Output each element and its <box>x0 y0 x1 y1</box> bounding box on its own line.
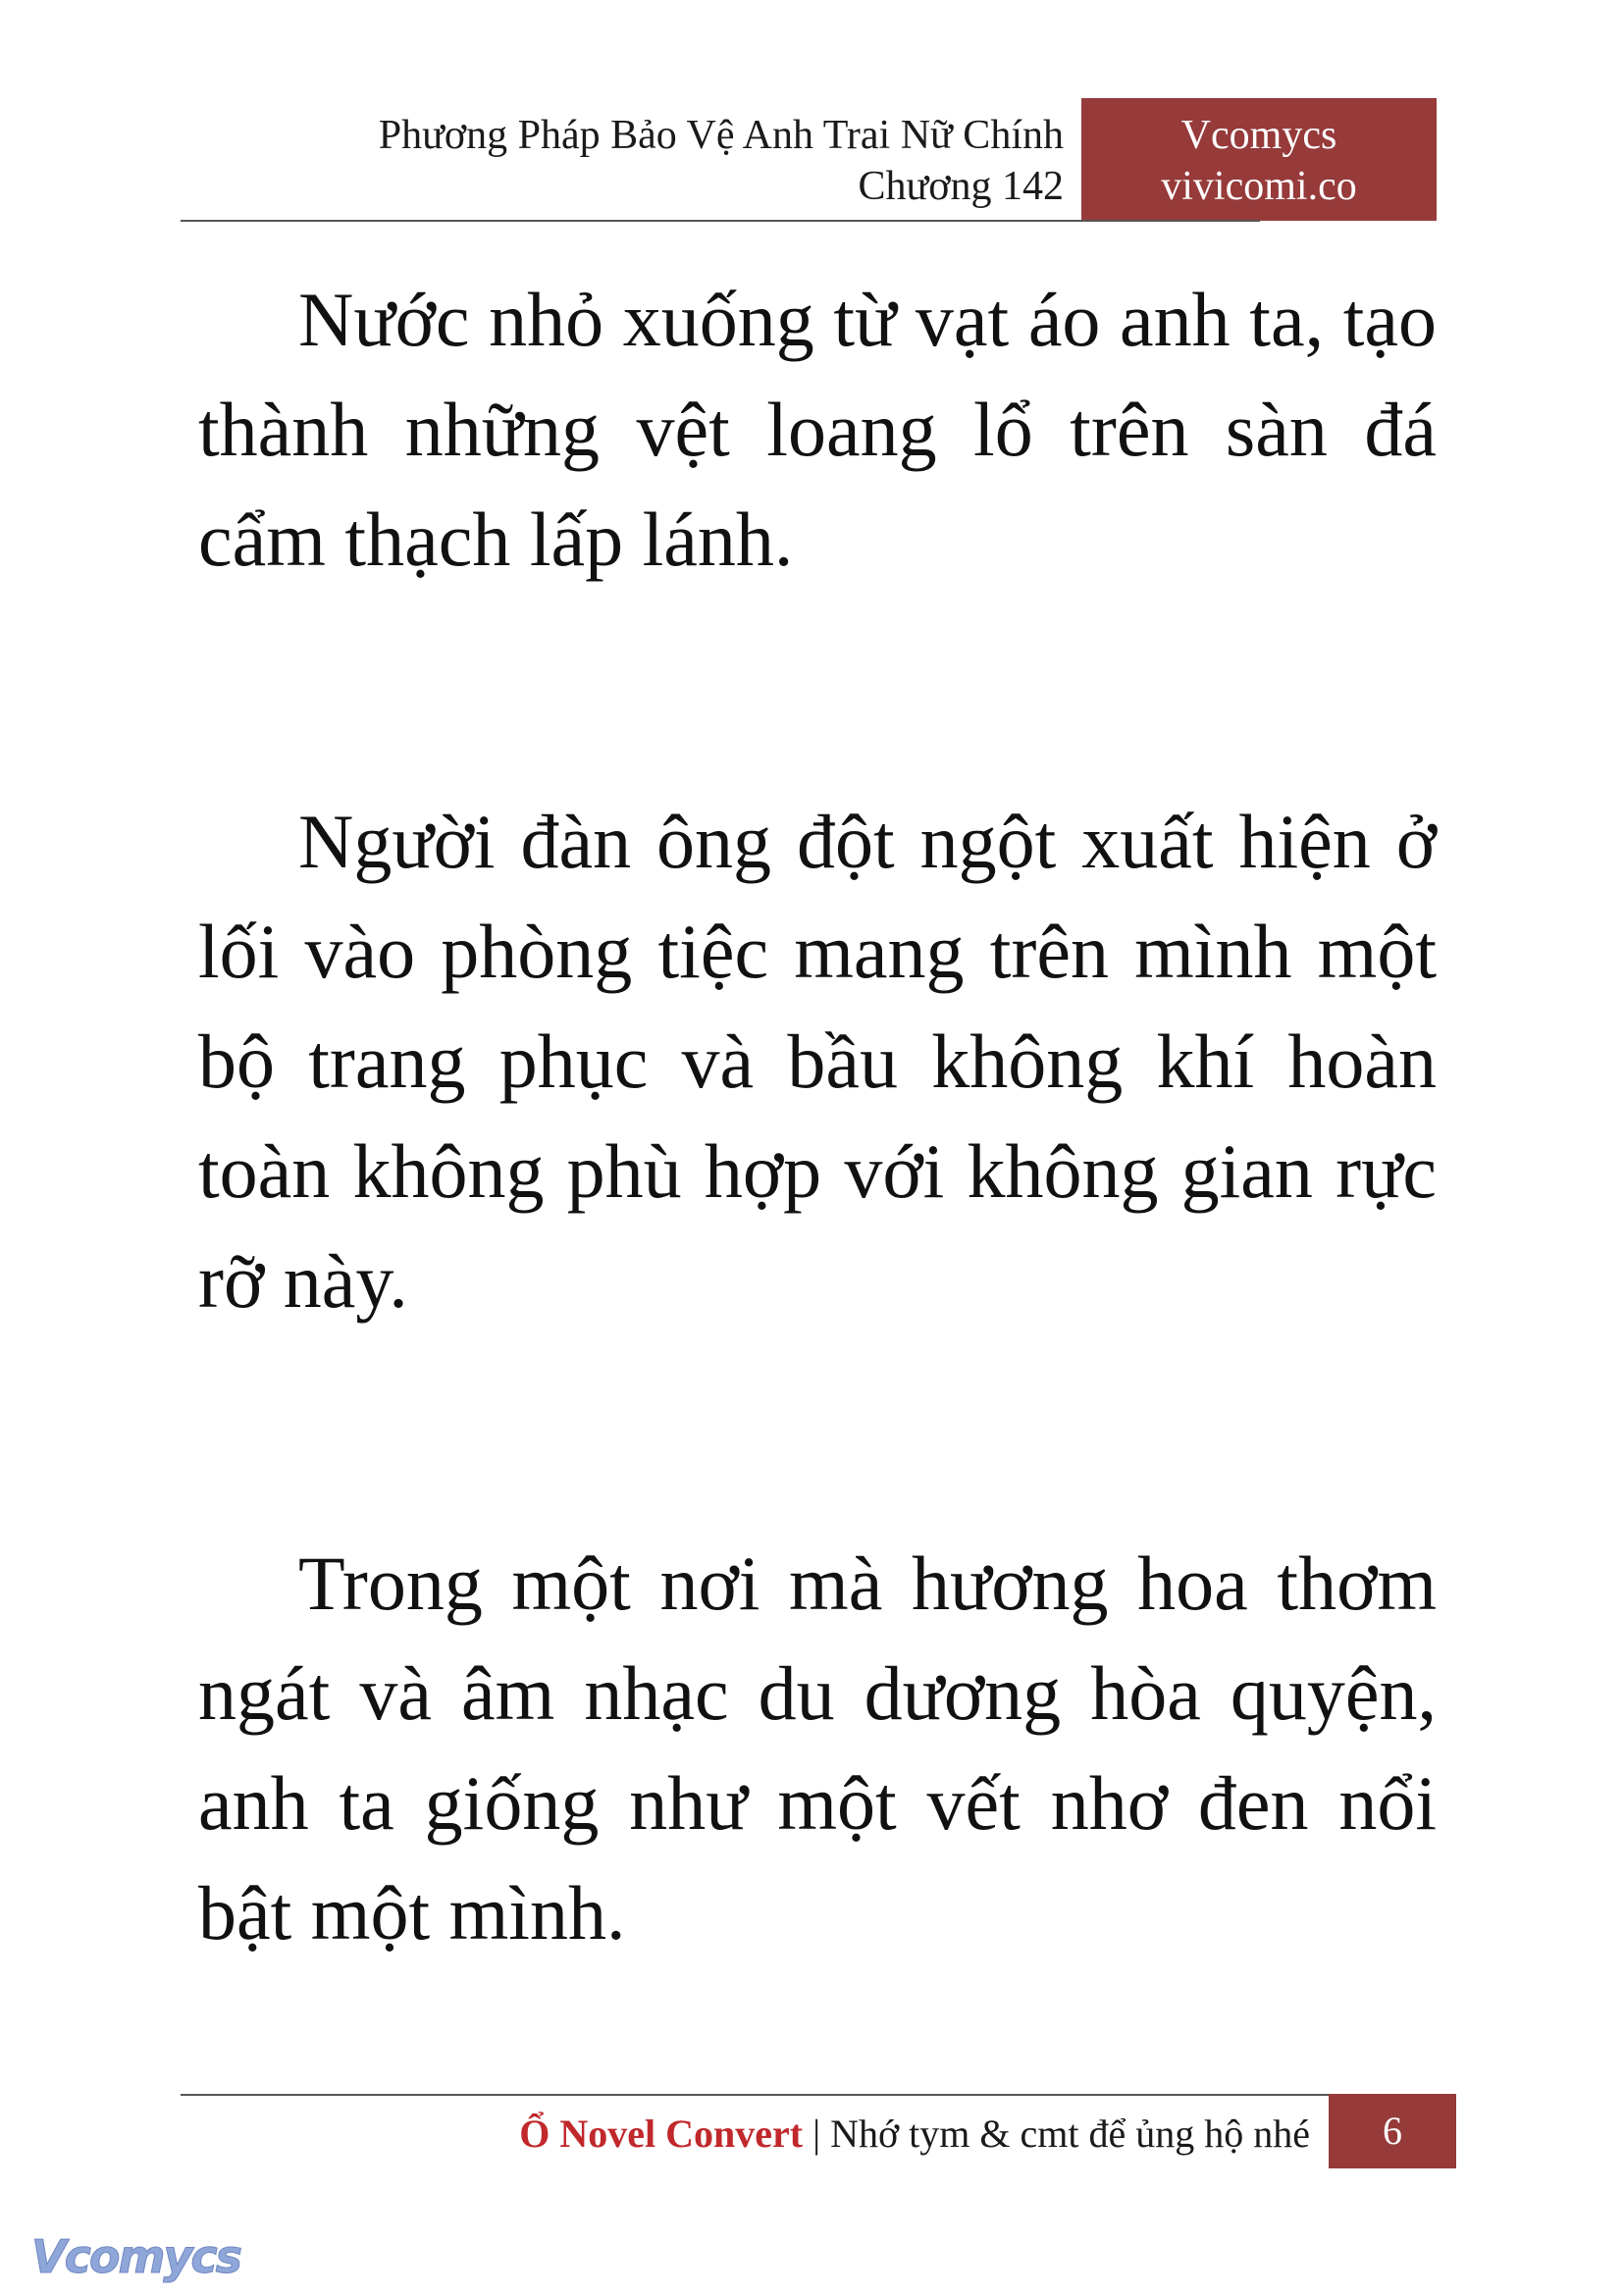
header-divider <box>181 220 1260 222</box>
book-title: Phương Pháp Bảo Vệ Anh Trai Nữ Chính <box>378 113 1064 158</box>
chapter-body <box>198 265 1437 2161</box>
vcomycs-watermark-logo <box>27 2225 253 2288</box>
page-number: 6 <box>1329 2094 1456 2168</box>
site-brand-box <box>1081 98 1437 221</box>
paragraph: Trong một nơi mà hương hoa thơm ngát và âm nhạc du dương hòa quyện, anh ta giống như một vết nhơ đen nổi bật một mình. <box>198 1540 1437 1956</box>
page-footer <box>519 2100 1310 2168</box>
header-titles <box>379 110 1064 212</box>
watermark-text: Vcomycs <box>31 2230 241 2283</box>
footer-note: Nhớ tym & cmt để ủng hộ nhé <box>830 2112 1310 2156</box>
footer-brand: Ổ Novel Convert <box>519 2112 804 2156</box>
site-url: vivicomi.co <box>1161 164 1357 209</box>
footer-divider <box>181 2094 1329 2096</box>
footer-separator: | <box>812 2112 821 2156</box>
site-name: Vcomycs <box>1180 113 1337 158</box>
chapter-label: Chương 142 <box>858 164 1064 209</box>
page-header <box>181 98 1437 221</box>
paragraph: Nước nhỏ xuống từ vạt áo anh ta, tạo thành những vệt loang lổ trên sàn đá cẩm thạch lấp lánh. <box>198 277 1437 582</box>
paragraph: Người đàn ông đột ngột xuất hiện ở lối vào phòng tiệc mang trên mình một bộ trang phục và bầu không khí hoàn toàn không phù hợp với không gian rực rỡ này. <box>198 799 1437 1324</box>
